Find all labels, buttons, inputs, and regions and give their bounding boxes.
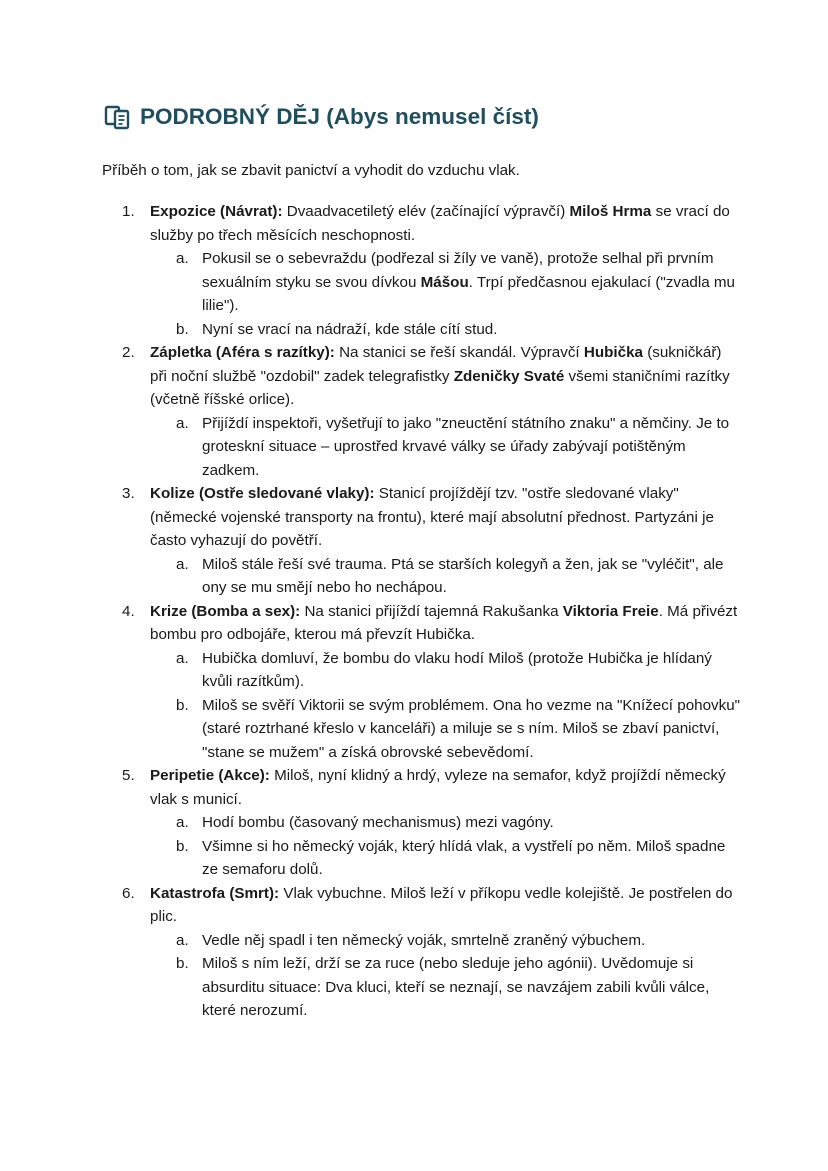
sub-letter: a. [176, 814, 189, 831]
sub-letter: a. [176, 649, 189, 667]
sub-list [150, 647, 742, 765]
item-title: Krize (Bomba a sex): [150, 602, 301, 620]
item-text: se vrací do služby po třech měsících neschopnosti. [150, 203, 730, 244]
list-item [122, 764, 742, 882]
character-name: Zdeničky Svaté [453, 367, 565, 385]
item-number: 2. [122, 344, 135, 361]
character-name: Viktoria Freie [562, 602, 659, 620]
sub-item [150, 811, 742, 835]
character-name: Mášou [420, 273, 469, 291]
list-item [122, 200, 742, 341]
sub-letter: b. [176, 696, 189, 714]
sub-letter: a. [176, 250, 189, 267]
documents-icon [104, 105, 131, 130]
sub-text: Hodí bombu (časovaný mechanismus) mezi vagóny. [202, 814, 554, 831]
item-number: 6. [122, 884, 135, 902]
item-number: 4. [122, 602, 135, 620]
sub-text: Nyní se vrací na nádraží, kde stále cítí stud. [202, 320, 498, 338]
item-text: Na stanici přijíždí tajemná Rakušanka [300, 602, 563, 620]
sub-list [150, 553, 742, 600]
item-text: Vlak vybuchne. Miloš leží v příkopu vedle kolejiště. Je postřelen do plic. [150, 884, 733, 925]
item-title: Katastrofa (Smrt): [150, 884, 280, 902]
sub-item [150, 835, 742, 882]
sub-item [150, 647, 742, 694]
character-name: Hubička [583, 344, 643, 361]
sub-list [150, 247, 742, 341]
sub-item [150, 247, 742, 318]
sub-letter: b. [176, 320, 189, 338]
sub-letter: a. [176, 931, 189, 949]
sub-text: Pokusil se o sebevraždu (podřezal si žíly ve vaně), protože selhal při prvním sexuálním styku se svou dívkou [202, 250, 714, 291]
sub-item [150, 318, 742, 342]
sub-list [150, 811, 742, 882]
sub-letter: b. [176, 837, 189, 855]
item-number: 1. [122, 203, 135, 220]
sub-list [150, 412, 742, 483]
sub-text: Miloš stále řeší své trauma. Ptá se starších kolegyň a žen, jak se "vyléčit", ale ony se mu smějí nebo ho nechápou. [202, 555, 724, 596]
item-text: Na stanici se řeší skandál. Výpravčí [334, 344, 584, 361]
section-heading [104, 104, 539, 130]
item-title: Zápletka (Aféra s razítky): [150, 344, 335, 361]
sub-item [150, 952, 742, 1023]
plot-list [122, 200, 742, 1023]
sub-text: Miloš s ním leží, drží se za ruce (nebo sleduje jeho agónii). Uvědomuje si absurditu situace: Dva kluci, kteří se neznají, se navzájem zabili kvůli válce, které nerozumí. [202, 955, 710, 1019]
item-title: Expozice (Návrat): [150, 203, 283, 220]
list-item [122, 600, 742, 765]
item-text: (sukničkář) při noční službě "ozdobil" zadek telegrafistky [150, 344, 722, 385]
sub-item [150, 694, 742, 765]
sub-item [150, 412, 742, 483]
sub-text: Vedle něj spadl i ten německý voják, smrtelně zraněný výbuchem. [202, 931, 646, 949]
sub-letter: a. [176, 555, 189, 573]
sub-text: . Trpí předčasnou ejakulací ("zvadla mu lilie"). [202, 273, 735, 314]
sub-letter: a. [176, 414, 189, 432]
item-text: Stanicí projíždějí tzv. "ostře sledované vlaky" (německé vojenské transporty na frontu), které mají absolutní přednost. Partyzáni je často vyhazují do povětří. [150, 485, 714, 549]
item-title: Peripetie (Akce): [150, 767, 270, 784]
sub-list [150, 929, 742, 1023]
list-item [122, 882, 742, 1023]
intro-paragraph: Příběh o tom, jak se zbavit panictví a vyhodit do vzduchu vlak. [102, 162, 520, 179]
list-item [122, 482, 742, 600]
sub-letter: b. [176, 955, 189, 972]
sub-text: Hubička domluví, že bombu do vlaku hodí Miloš (protože Hubička je hlídaný kvůli razítkům). [202, 649, 712, 690]
sub-item [150, 553, 742, 600]
sub-text: Všimne si ho německý voják, který hlídá vlak, a vystřelí po něm. Miloš spadne ze semaforu dolů. [202, 837, 726, 878]
item-number: 5. [122, 767, 135, 784]
sub-text: Přijíždí inspektoři, vyšetřují to jako "zneuctění státního znaku" a němčiny. Je to groteskní situace – uprostřed krvavé války se úřady zabývají potištěným zadkem. [202, 414, 730, 479]
sub-text: Miloš se svěří Viktorii se svým problémem. Ona ho vezme na "Knížecí pohovku" (staré roztrhané křeslo v kanceláři) a miluje se s ním. Miloš se zbaví panictví, "stane se mužem" a získá obrovské sebevědomí. [202, 696, 741, 761]
sub-item [150, 929, 742, 953]
item-text: Dvaadvacetiletý elév (začínající výpravčí) [282, 203, 570, 220]
item-text: všemi staničními razítky (včetně říšské orlice). [150, 367, 730, 408]
item-text: Miloš, nyní klidný a hrdý, vyleze na semafor, když projíždí německý vlak s municí. [150, 767, 726, 808]
item-title: Kolize (Ostře sledované vlaky): [150, 485, 375, 502]
section-title: PODROBNÝ DĚJ (Abys nemusel číst) [140, 104, 539, 129]
item-number: 3. [122, 485, 135, 502]
list-item [122, 341, 742, 482]
character-name: Miloš Hrma [569, 203, 652, 220]
item-text: . Má přivézt bombu pro odbojáře, kterou má převzít Hubička. [150, 602, 738, 643]
